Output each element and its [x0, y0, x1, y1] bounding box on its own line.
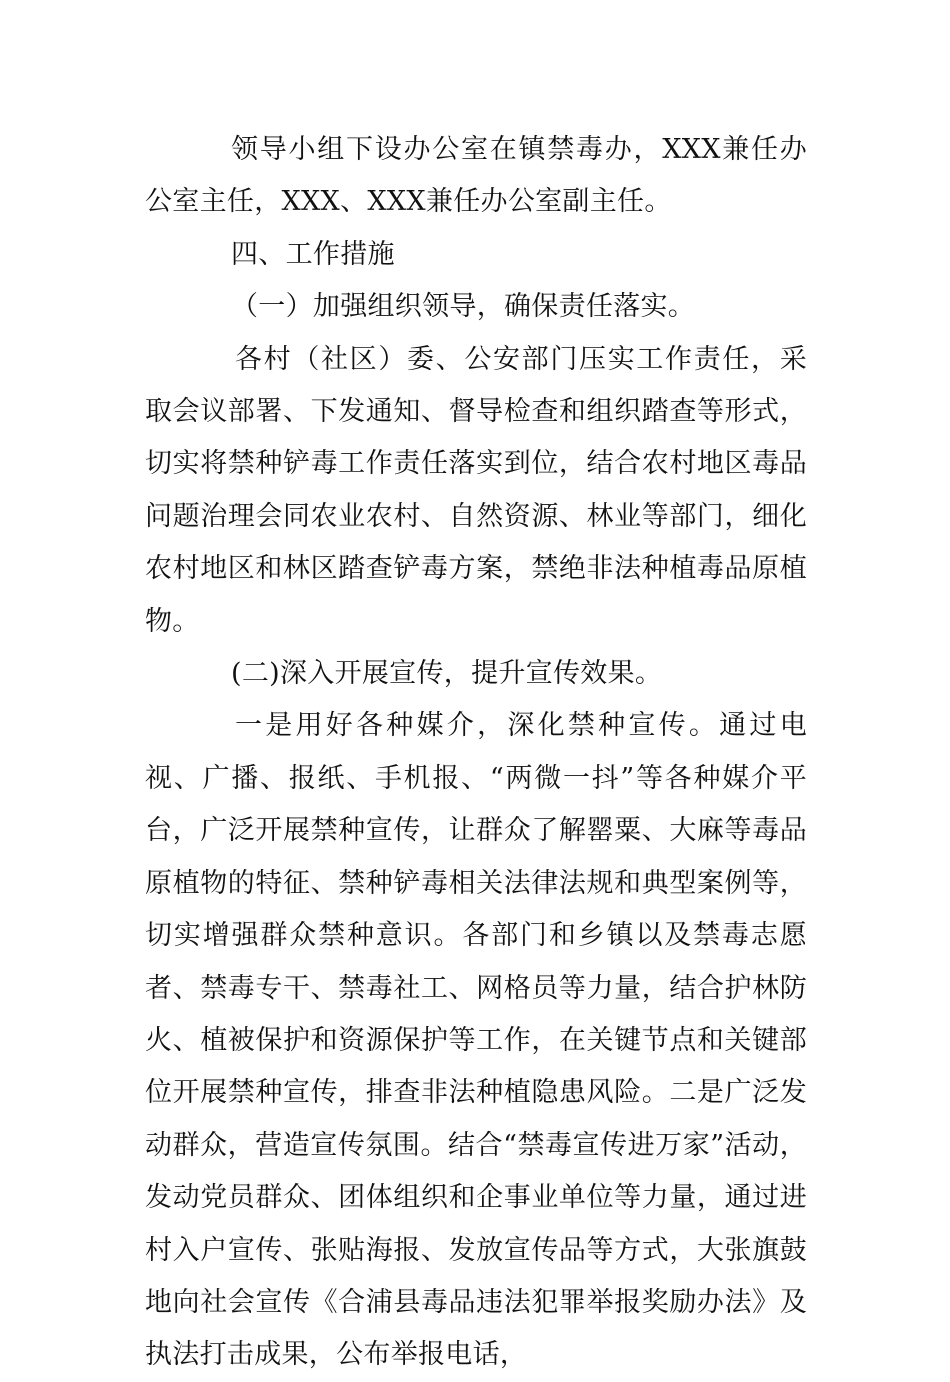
- subheading-publicity: (二)深入开展宣传，提升宣传效果。: [231, 658, 663, 690]
- section-heading-work-measures: 四、工作措施: [231, 238, 395, 270]
- paragraph-publicity-measures: 一是用好各种媒介，深化禁种宣传。通过电视、广播、报纸、手机报、“两微一抖”等各种媒介平台，广泛开展禁种宣传，让群众了解罂粟、大麻等毒品原植物的特征、禁种铲毒相关法律法规和典型案例等，切实增强群众禁种意识。各部门和乡镇以及禁毒志愿者、禁毒专干、禁毒社工、网格员等力量，结合护林防火、植被保护和资源保护等工作，在关键节点和关键部位开展禁种宣传，排查非法种植隐患风险。二是广泛发动群众，营造宣传氛围。结合“禁毒宣传进万家”活动，发动党员群众、团体组织和企事业单位等力量，通过进村入户宣传、张贴海报、发放宣传品等方式，大张旗鼓地向社会宣传《合浦县毒品违法犯罪举报奖励办法》及执法打击成果，公布举报电话，: [145, 710, 807, 1371]
- paragraph-office-setup: 领导小组下设办公室在镇禁毒办，XXX兼任办公室主任，XXX、XXX兼任办公室副主任。: [145, 134, 807, 218]
- document-body: [145, 124, 807, 1382]
- paragraph-responsibility: 各村（社区）委、公安部门压实工作责任，采取会议部署、下发通知、督导检查和组织踏查等形式，切实将禁种铲毒工作责任落实到位，结合农村地区毒品问题治理会同农业农村、自然资源、林业等部门，细化农村地区和林区踏查铲毒方案，禁绝非法种植毒品原植物。: [145, 343, 807, 637]
- subheading-organization-leadership: （一）加强组织领导，确保责任落实。: [231, 291, 696, 323]
